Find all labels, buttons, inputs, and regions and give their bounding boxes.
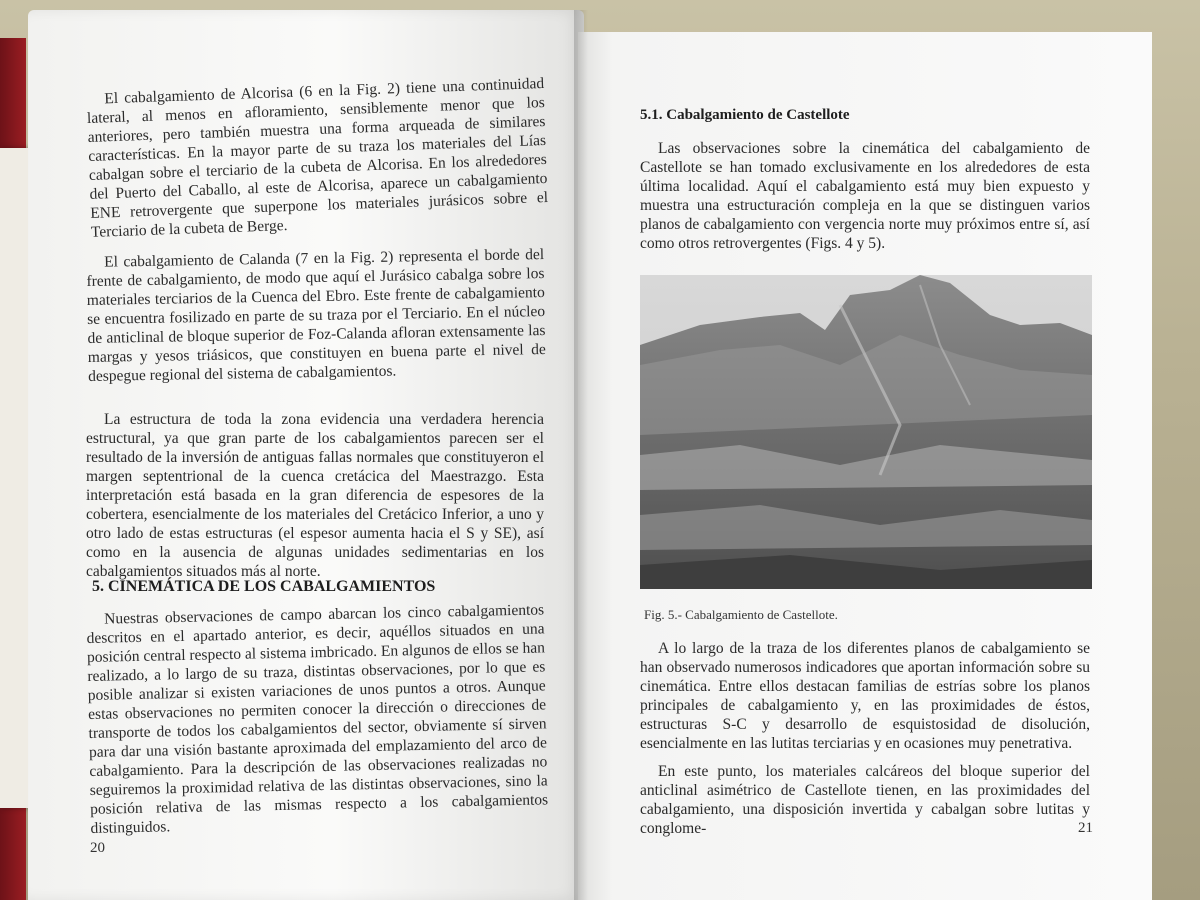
section-paragraph: Nuestras observaciones de campo abarcan los cinco cabalgamientos descritos en el apartado anterior, es decir, aquéllos situados en una posición central respecto al sistema imbricado. En algunos de ellos se han realizado, a lo largo de su traza, distintas observaciones, por lo que es posible analizar si existen variaciones de unos puntos a otros. Aunque estas observaciones no permiten conocer la dirección o direcciones de transporte de todos los cabalgamientos del sector, obviamente sí sirven para dar una visión bastante aproximada del emplazamiento del arco de cabalgamiento. Para la descripción de las observaciones realizadas no seguiremos la proximidad relativa de las distintas observaciones, sino la posición relativa de las mismas respecto a los cabalgamientos distinguidos. [86,601,549,837]
paragraph-alcorisa: El cabalgamiento de Alcorisa (6 en la Fig. 2) tiene una continuidad lateral, al menos en afloramiento, sensiblemente menor que los anteriores, pero también muestra una forma arqueada de similares características. En la mayor parte de su traza los materiales del Lías cabalgan sobre el terciario de la cubeta de Alcorisa. En los alrededores del Puerto del Caballo, al este de Alcorisa, aparece un cabalgamiento ENE retrovergente que superpone los materiales jurásicos sobre el Terciario de la cubeta de Berge. [86,75,549,241]
page-number-left: 20 [90,840,105,856]
paragraph-bloque-superior: En este punto, los materiales calcáreos del bloque superior del anticlinal asimétrico de Castellote tienen, en las proximidades del cabalgamiento, una disposición invertida y cabalgan sobre lutitas y conglome- [640,763,1090,837]
figure-photo-castellote [640,275,1092,589]
paragraph-estructura: La estructura de toda la zona evidencia una verdadera herencia estructural, ya que gran parte de los cabalgamientos parecen ser el resultado de la inversión de antiguas fallas normales que constituyeron el margen septentrional de la cuenca cretácica del Maestrazgo. Esta interpretación está basada en la gran diferencia de espesores de la cobertera, esencialmente de los materiales del Cretácico Inferior, a uno y otro lado de estas estructuras (el espesor aumenta hacia el S y SE), así como en la ausencia de algunas unidades sedimentarias en los cabalgamientos situados más al norte. [86,411,544,580]
left-page [28,10,584,900]
paragraph-indicadores: A lo largo de la traza de los diferentes planos de cabalgamiento se han observado numerosos indicadores que aportan información sobre su cinemática. Entre ellos destacan familias de estrías sobre los planos principales de cabalgamiento y, en las proximidades de éstos, estructuras S-C y desarrollo de esquistosidad de disolución, esencialmente en las lutitas terciarias y en ocasiones muy penetrativa. [640,640,1090,752]
figure-caption: Fig. 5.- Cabalgamiento de Castellote. [644,607,838,622]
book-gutter-shadow [574,10,588,900]
subheading-castellote: 5.1. Cabalgamiento de Castellote [640,107,850,123]
page-number-right: 21 [1078,820,1093,836]
section-heading: 5. CINEMÁTICA DE LOS CABALGAMIENTOS [92,578,436,595]
paragraph-intro-castellote: Las observaciones sobre la cinemática del cabalgamiento de Castellote se han tomado exclusivamente en los alrededores de esta última localidad. Aquí el cabalgamiento está muy bien expuesto y muestra una estructuración compleja en la que se distinguen varios planos de cabalgamiento con vergencia norte muy próximos entre sí, así como otros retrovergentes (Figs. 4 y 5). [640,140,1090,252]
paragraph-calanda: El cabalgamiento de Calanda (7 en la Fig. 2) representa el borde del frente de cabalgamiento, de modo que aquí el Jurásico cabalga sobre los materiales terciarios de la Cuenca del Ebro. Este frente de cabalgamiento se encuentra fosilizado en parte de su traza por el Terciario. En el núcleo de anticlinal de bloque superior de Foz-Calanda afloran extensamente las margas y yesos triásicos, que constituyen en buena parte el nivel de despegue regional del sistema de cabalgamientos. [86,246,546,385]
right-page [578,32,1152,900]
